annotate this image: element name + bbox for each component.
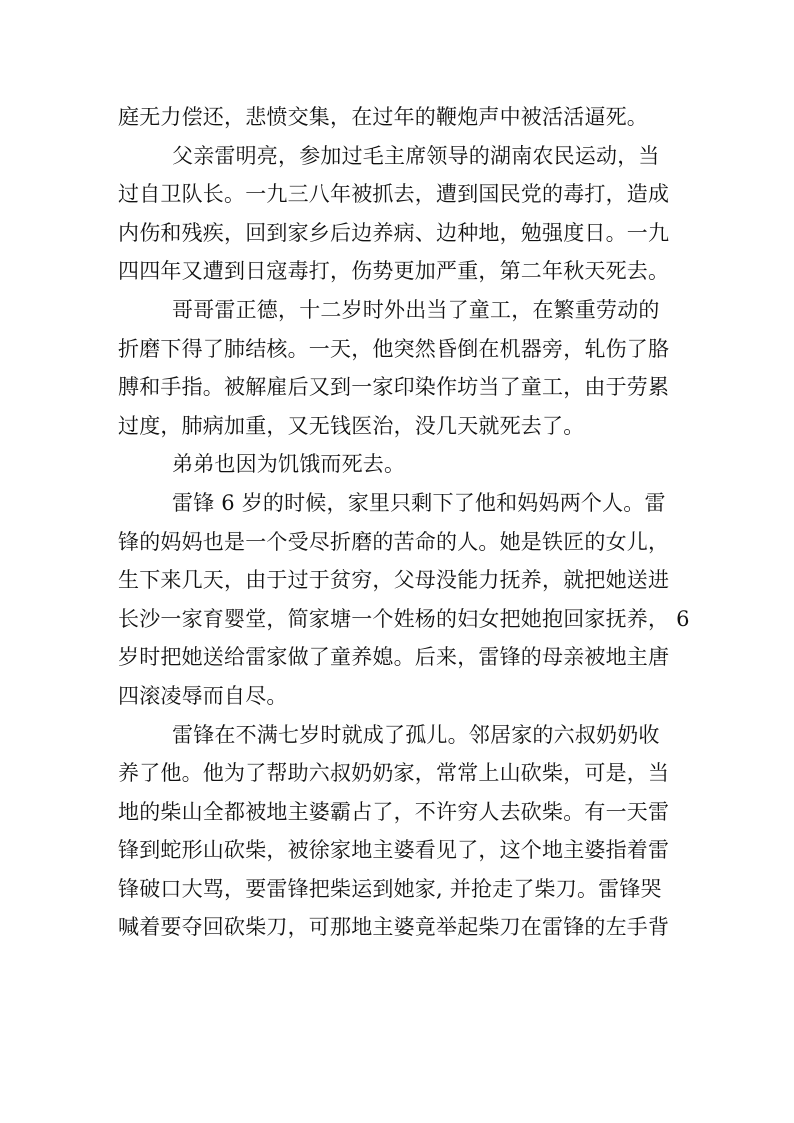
text-line: 岁时把她送给雷家做了童养媳。后来，雷锋的母亲被地主唐 bbox=[118, 645, 670, 670]
text-line: 折磨下得了肺结核。一天，他突然昏倒在机器旁，轧伤了胳 bbox=[118, 336, 670, 361]
text-line: 父亲雷明亮，参加过毛主席领导的湖南农民运动，当 bbox=[172, 143, 660, 168]
text-line: 锋到蛇形山砍柴，被徐家地主婆看见了，这个地主婆指着雷 bbox=[118, 838, 670, 863]
text-line: 养了他。他为了帮助六叔奶奶家，常常上山砍柴，可是，当 bbox=[118, 761, 670, 786]
text-line: 锋的妈妈也是一个受尽折磨的苦命的人。她是铁匠的女儿， bbox=[118, 529, 670, 554]
text-line: 雷锋 6 岁的时候，家里只剩下了他和妈妈两个人。雷 bbox=[172, 490, 666, 515]
body-text bbox=[118, 98, 690, 947]
text-line: 过度，肺病加重，又无钱医治，没几天就死去了。 bbox=[118, 413, 585, 438]
text-line: 长沙一家育婴堂，简家塘一个姓杨的妇女把她抱回家抚养， 6 bbox=[118, 606, 690, 631]
text-line: 四四年又遭到日寇毒打，伤势更加严重，第二年秋天死去。 bbox=[118, 259, 670, 284]
text-line: 四滚凌辱而自尽。 bbox=[118, 683, 288, 708]
text-line: 哥哥雷正德，十二岁时外出当了童工，在繁重劳动的 bbox=[172, 297, 660, 322]
text-line: 庭无力偿还，悲愤交集，在过年的鞭炮声中被活活逼死。 bbox=[118, 105, 648, 129]
text-line: 膊和手指。被解雇后又到一家印染作坊当了童工，由于劳累 bbox=[118, 375, 670, 400]
text-line: 过自卫队长。一九三八年被抓去，遭到国民党的毒打，造成 bbox=[118, 182, 670, 207]
text-line: 内伤和残疾，回到家乡后边养病、边种地，勉强度日。一九 bbox=[118, 220, 670, 245]
text-line: 雷锋在不满七岁时就成了孤儿。邻居家的六叔奶奶收 bbox=[172, 722, 660, 747]
text-line: 锋破口大骂，要雷锋把柴运到她家, 并抢走了柴刀。雷锋哭 bbox=[118, 876, 662, 901]
text-line: 喊着要夺回砍柴刀，可那地主婆竟举起柴刀在雷锋的左手背 bbox=[118, 915, 670, 940]
text-line: 地的柴山全都被地主婆霸占了，不许穷人去砍柴。有一天雷 bbox=[118, 799, 670, 824]
text-line: 生下来几天，由于过于贫穷，父母没能力抚养，就把她送进 bbox=[118, 568, 670, 593]
text-line: 弟弟也因为饥饿而死去。 bbox=[172, 452, 406, 477]
